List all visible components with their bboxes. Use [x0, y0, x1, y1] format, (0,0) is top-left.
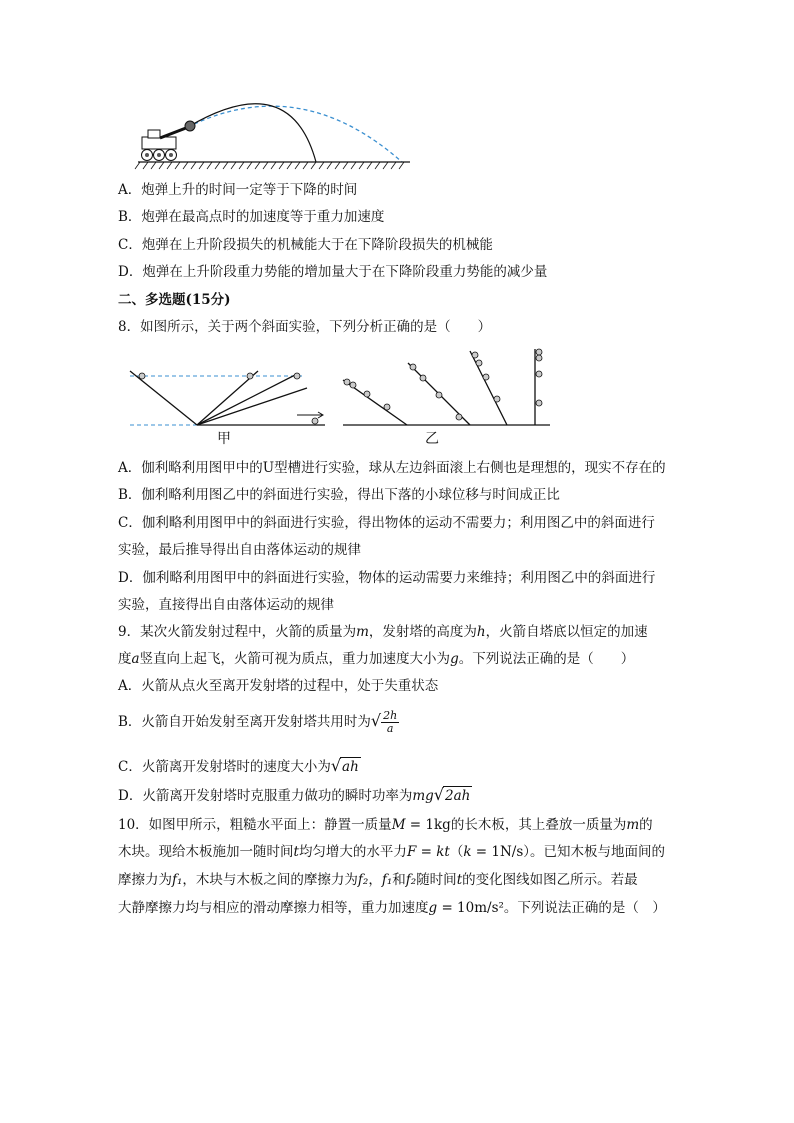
ball: [536, 400, 542, 406]
ball: [312, 418, 318, 424]
q8-option-b: B．伽利略利用图乙中的斜面进行实验，得出下落的小球位移与时间成正比: [118, 487, 560, 503]
ball: [472, 352, 478, 358]
ball: [364, 391, 370, 397]
right-incline-low: [197, 388, 307, 425]
q8-option-c-line1: C．伽利略利用图甲中的斜面进行实验，得出物体的运动不需要力；利用图乙中的斜面进行: [118, 515, 655, 531]
u-groove-left: [130, 371, 197, 425]
ball: [483, 374, 489, 380]
q9-option-a: A．火箭从点火至离开发射塔的过程中，处于失重状态: [118, 678, 439, 694]
ground-hatching: [135, 162, 404, 169]
q9-option-c: C．火箭离开发射塔时的速度大小为√ah: [118, 756, 359, 775]
ball: [456, 414, 462, 420]
ball: [476, 360, 482, 366]
ball: [420, 375, 426, 381]
q8-option-d-line2: 实验，直接得出自由落体运动的规律: [118, 597, 334, 613]
ball: [436, 392, 442, 398]
ball: [536, 349, 542, 355]
q10-stem-line2: 木块。现给木板施加一随时间t均匀增大的水平力F = kt（k = 1N/s）。已知木板与地面间的: [118, 844, 666, 860]
ball: [384, 404, 390, 410]
dashed-ideal-trajectory: [188, 106, 402, 162]
q8-option-a: A．伽利略利用图甲中的U型槽进行实验，球从左边斜面滚上右侧也是理想的，现实不存在的: [118, 460, 666, 476]
q9-option-d: D．火箭离开发射塔时克服重力做功的瞬时功率为mg√2ah: [118, 785, 471, 804]
q7-option-d: D．炮弹在上升阶段重力势能的增加量大于在下降阶段重力势能的减少量: [118, 264, 548, 280]
q9-option-b: B．火箭自开始发射至离开发射塔共用时为√ $\frac{2h}{a}$: [118, 709, 398, 735]
q10-stem-line3: 摩擦力为f₁，木块与木板之间的摩擦力为f₂，f₁和f₂随时间t的变化图线如图乙所示。若最: [118, 872, 638, 888]
q8-option-d-line1: D．伽利略利用图甲中的斜面进行实验，物体的运动需要力来维持；利用图乙中的斜面进行: [118, 570, 656, 586]
q9-stem-line2: 度a竖直向上起飞，火箭可视为质点，重力加速度大小为g。下列说法正确的是（ ）: [118, 651, 635, 667]
figure-label-jia: 甲: [217, 431, 231, 447]
cannon-trajectory-figure: [130, 92, 420, 172]
q8-stem: 8．如图所示，关于两个斜面实验，下列分析正确的是（ ）: [118, 319, 492, 335]
ball: [536, 371, 542, 377]
q9-stem-line1: 9．某次火箭发射过程中，火箭的质量为m，发射塔的高度为h，火箭自塔底以恒定的加速: [118, 624, 648, 640]
q7-option-b: B．炮弹在最高点时的加速度等于重力加速度: [118, 209, 385, 225]
solid-real-trajectory: [188, 104, 316, 162]
ball: [410, 364, 416, 370]
yi-incline-3: [470, 351, 507, 425]
incline-experiments-figure: [125, 345, 555, 450]
ball: [494, 396, 500, 402]
cannonball: [185, 121, 195, 131]
right-incline-mid: [197, 374, 297, 425]
q10-stem-line4: 大静摩擦力均与相应的滑动摩擦力相等，重力加速度g = 10m/s²。下列说法正确的是（ ）: [118, 900, 666, 916]
ball: [344, 379, 350, 385]
fraction-2h-over-a: $\frac{2h}{a}$: [383, 709, 398, 735]
ball: [350, 382, 356, 388]
ball: [294, 373, 300, 379]
q8-option-c-line2: 实验，最后推导得出自由落体运动的规律: [118, 542, 361, 558]
q7-option-c: C．炮弹在上升阶段损失的机械能大于在下降阶段损失的机械能: [118, 237, 493, 253]
figure-label-yi: 乙: [425, 431, 439, 447]
section-heading: 二、多选题(15分): [118, 292, 231, 308]
q7-option-a: A．炮弹上升的时间一定等于下降的时间: [118, 182, 358, 198]
ball: [139, 373, 145, 379]
cannon-vehicle: [142, 128, 187, 161]
q10-stem-line1: 10．如图甲所示，粗糙水平面上：静置一质量M = 1kg的长木板，其上叠放一质量为m的: [118, 817, 653, 833]
ball: [536, 355, 542, 361]
ball: [247, 373, 253, 379]
